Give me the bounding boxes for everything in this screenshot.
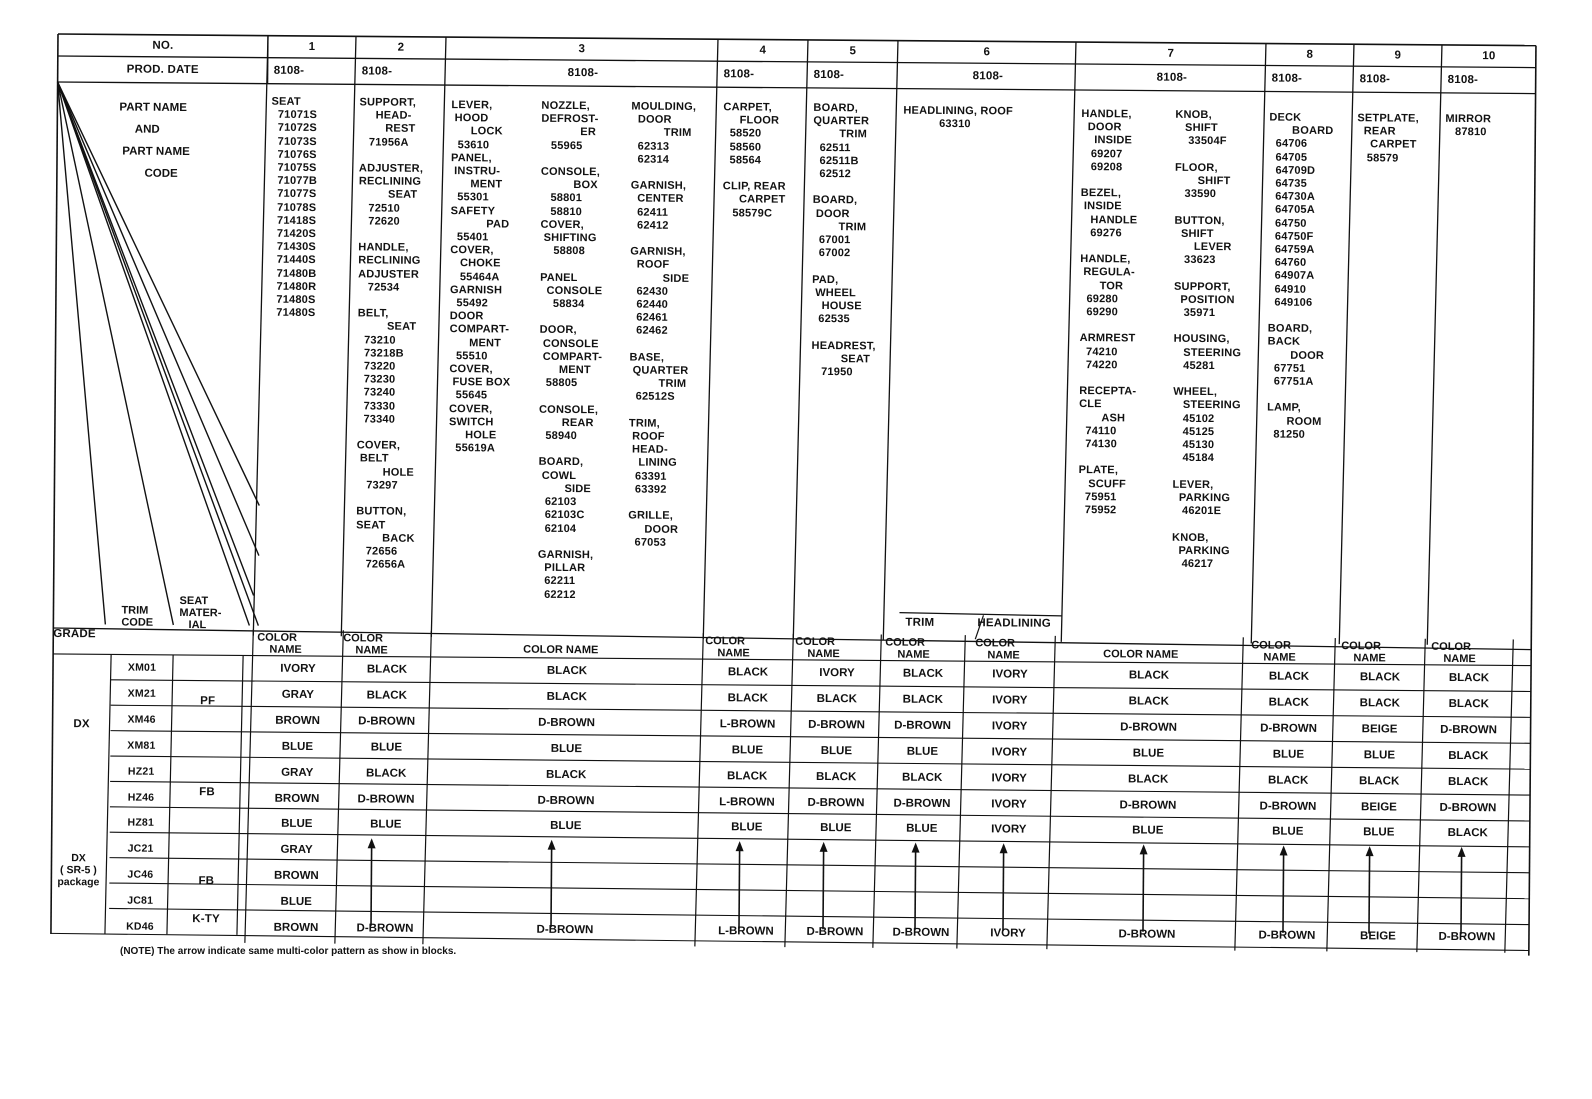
color-cell: BLACK: [1268, 774, 1309, 787]
col-no-7: 7: [1167, 47, 1175, 60]
color-cell: D-BROWN: [538, 716, 596, 730]
part-col-3c: MOULDING, DOOR TRIM 62313 62314 GARNISH, CENTER 62411 62412 GARNISH, ROOF SIDE 62430 62440 62461 62462 BASE, QUARTER TRIM 62512S TRIM, ROOF HEAD- LINING 63391 63392 GRILLE, DOOR 67053: [627, 100, 697, 549]
color-cell: D-BROWN: [808, 718, 866, 732]
color-cell: BLUE: [1363, 826, 1395, 839]
color-cell: BLACK: [902, 667, 944, 680]
color-cell: IVORY: [992, 668, 1028, 681]
up-arrow-icon: [1458, 847, 1466, 857]
part-col-1: SEAT 71071S 71072S 71073S 71076S 71075S 71077B 71077S 71078S 71418S 71420S 71430S 71440S 71480B 71480R 71480S 71480S: [269, 95, 318, 320]
color-cell: BLUE: [820, 744, 853, 757]
col-prod-date-3: 8108-: [567, 67, 599, 80]
color-cell: BEIGE: [1361, 800, 1397, 814]
seat-material-1: PF: [200, 694, 216, 707]
part-col-7a: HANDLE, DOOR INSIDE 69207 69208 BEZEL, INSIDE HANDLE 69276 HANDLE, REGULA- TOR 69280 69290 ARMREST 74210 74220 RECEPTA- CLE ASH 74110 74130 PLATE, SCUFF 75951 75952: [1078, 108, 1138, 517]
color-cell: BEIGE: [1361, 723, 1398, 736]
color-cell: BLACK: [1268, 696, 1309, 709]
color-cell: BLUE: [550, 820, 582, 833]
color-cell: BLACK: [366, 689, 407, 702]
color-cell: BLACK: [1359, 697, 1400, 710]
color-cell: L-BROWN: [719, 795, 775, 809]
color-cell: D-BROWN: [1119, 798, 1177, 812]
color-cell: BLACK: [546, 690, 587, 704]
grid-line: [873, 634, 881, 947]
part-col-2: SUPPORT, HEAD- REST 71956A ADJUSTER, RECLINING SEAT 72510 72620 HANDLE, RECLINING ADJUSTER 72534 BELT, SEAT 73210 73218B 73220 73230 73240 73330 73340 COVER, BELT HOLE 73297 BUTTON, SEAT BACK 72656 72656A: [355, 96, 424, 571]
color-cell: BLACK: [1128, 695, 1169, 708]
grid-line: [883, 41, 898, 641]
grid-line: [1427, 45, 1442, 645]
trim-code-JC81: JC81: [127, 894, 154, 907]
grid-line: [703, 39, 718, 639]
color-cell: IVORY: [991, 746, 1028, 759]
color-cell: L-BROWN: [719, 718, 776, 731]
part-col-6: HEADLINING, ROOF 63310: [903, 104, 1014, 131]
color-cell: BLUE: [1272, 825, 1304, 839]
seat-material-label: SEAT MATER- IAL: [179, 594, 222, 632]
trim-code-label: TRIM CODE: [121, 604, 154, 629]
grid-line: [1529, 46, 1536, 956]
color-cell: D-BROWN: [358, 715, 416, 728]
col-no-3: 3: [578, 43, 586, 56]
up-arrow-icon: [548, 840, 556, 850]
grid-line: [51, 34, 58, 934]
color-cell: D-BROWN: [1438, 930, 1496, 944]
color-cell: BLUE: [731, 821, 763, 834]
no-label: NO.: [152, 39, 174, 52]
up-arrow-icon: [368, 838, 376, 848]
color-cell: D-BROWN: [894, 719, 952, 732]
color-name-header-3: COLOR NAME: [523, 643, 599, 657]
trim-code-XM21: XM21: [127, 687, 156, 700]
color-cell: GRAY: [281, 766, 314, 779]
grid-line: [1047, 636, 1055, 949]
color-cell: BEIGE: [1360, 930, 1396, 943]
col-no-1: 1: [308, 40, 316, 54]
grid-line: [431, 37, 446, 637]
color-cell: D-BROWN: [537, 794, 595, 807]
color-cell: BROWN: [274, 792, 320, 805]
color-cell: BLUE: [906, 745, 939, 758]
color-cell: D-BROWN: [893, 797, 951, 810]
col-prod-date-8: 8108-: [1271, 72, 1303, 85]
grade-dx: DX: [73, 717, 90, 730]
col-prod-date-10: 8108-: [1447, 73, 1479, 87]
color-cell: D-BROWN: [1260, 722, 1318, 735]
col-no-9: 9: [1394, 49, 1402, 62]
grade-dx-sr5: DX ( SR-5 ) package: [57, 852, 100, 889]
col-prod-date-6: 8108-: [972, 70, 1004, 83]
color-cell: BLUE: [820, 822, 852, 835]
up-arrow-icon: [820, 842, 828, 852]
color-name-header-5: COLOR NAME: [795, 635, 840, 661]
color-name-header-4: COLOR NAME: [705, 635, 750, 660]
grid-line: [423, 631, 431, 944]
grid-line: [823, 844, 824, 929]
col-prod-date-4: 8108-: [723, 68, 755, 81]
color-cell: BLACK: [816, 770, 857, 783]
color-cell: D-BROWN: [806, 925, 864, 939]
color-cell: D-BROWN: [892, 926, 950, 940]
trim-code-HZ21: HZ21: [127, 765, 155, 778]
grid-line: [1235, 637, 1243, 950]
color-cell: BLACK: [1447, 827, 1488, 840]
color-name-header-10: COLOR NAME: [1341, 640, 1386, 665]
part-col-7b: KNOB, SHIFT 33504F FLOOR, SHIFT 33590 BUTTON, SHIFT LEVER 33623 SUPPORT, POSITION 35971 HOUSING, STEERING 45281 WHEEL, STEERING 45102 45125 45130 45184 LEVER, PARKING 46201E KNOB, PARKING 46217: [1171, 108, 1242, 570]
up-arrow-icon: [1366, 846, 1374, 856]
color-cell: BLACK: [1447, 775, 1489, 788]
grid-line: [1369, 848, 1370, 933]
color-cell: IVORY: [990, 927, 1026, 940]
color-cell: BLUE: [370, 818, 402, 832]
color-name-header-11: COLOR NAME: [1431, 640, 1476, 666]
color-cell: BLACK: [727, 666, 769, 679]
color-cell: IVORY: [991, 720, 1028, 733]
trim-code-JC46: JC46: [127, 868, 154, 881]
color-cell: BLACK: [1448, 749, 1489, 762]
color-cell: D-BROWN: [1258, 929, 1316, 942]
color-cell: BLUE: [550, 742, 583, 755]
grid-line: [899, 613, 1061, 616]
color-cell: BLACK: [366, 767, 407, 780]
trim-code-XM81: XM81: [127, 739, 156, 752]
trim-code-HZ46: HZ46: [127, 791, 155, 804]
col-prod-date-9: 8108-: [1359, 73, 1391, 86]
part-col-10: MIRROR 87810: [1445, 112, 1492, 139]
color-cell: BLACK: [546, 664, 588, 678]
trim-code-KD46: KD46: [126, 920, 154, 933]
color-cell: BLACK: [727, 692, 768, 705]
grid-line: [695, 633, 703, 946]
color-name-header-8: COLOR NAME: [1103, 648, 1179, 661]
color-cell: BLACK: [546, 768, 587, 781]
grid-line: [1505, 639, 1513, 952]
color-cell: D-BROWN: [1120, 721, 1178, 734]
grid-line: [1461, 849, 1462, 934]
grid-line: [551, 842, 552, 927]
grid-line: [1143, 846, 1144, 931]
color-cell: BLUE: [281, 818, 313, 831]
col-prod-date-2: 8108-: [361, 65, 393, 78]
color-cell: BLACK: [1128, 773, 1169, 786]
color-cell: L-BROWN: [718, 925, 774, 938]
seat-material-3: FB: [198, 875, 215, 888]
seat-material-4: K-TY: [192, 913, 220, 926]
up-arrow-icon: [1140, 844, 1148, 854]
color-name-header-2: COLOR NAME: [343, 632, 388, 657]
grid-line: [253, 36, 268, 636]
color-cell: BLACK: [816, 692, 857, 706]
color-cell: BLUE: [906, 823, 938, 836]
color-cell: BLACK: [902, 771, 943, 784]
grade-label: GRADE: [53, 627, 96, 641]
color-cell: BLACK: [1448, 671, 1490, 685]
color-cell: D-BROWN: [1440, 723, 1498, 737]
color-cell: BLACK: [727, 769, 768, 783]
color-cell: D-BROWN: [1118, 928, 1176, 941]
trim-code-XM46: XM46: [127, 713, 156, 726]
color-cell: BLACK: [1268, 670, 1310, 683]
grid-line: [371, 840, 372, 925]
color-cell: BLACK: [366, 663, 408, 676]
col-no-8: 8: [1306, 48, 1314, 61]
part-name-label: PART NAME AND PART NAME CODE: [118, 101, 190, 180]
col-prod-date-5: 8108-: [813, 68, 845, 82]
color-cell: IVORY: [991, 797, 1027, 811]
col-no-10: 10: [1482, 50, 1496, 63]
up-arrow-icon: [912, 843, 920, 853]
up-arrow-icon: [736, 841, 744, 851]
color-cell: BLUE: [280, 895, 312, 909]
color-cell: BLUE: [370, 741, 403, 754]
trim-code-XM01: XM01: [127, 661, 157, 674]
grid-line: [58, 82, 1536, 94]
color-chart-sheet: [51, 34, 1536, 971]
color-cell: IVORY: [819, 666, 855, 680]
grid-line: [1339, 44, 1354, 644]
footnote: (NOTE) The arrow indicate same multi-color pattern as show in blocks.: [120, 946, 457, 957]
color-cell: BLUE: [731, 744, 764, 757]
color-cell: BROWN: [273, 921, 319, 935]
prod-date-label: PROD. DATE: [126, 63, 199, 77]
color-cell: IVORY: [991, 771, 1027, 785]
part-col-4: CARPET, FLOOR 58520 58560 58564 CLIP, REAR CARPET 58579C: [722, 101, 786, 220]
color-cell: IVORY: [280, 662, 316, 676]
color-cell: BLACK: [1359, 671, 1401, 684]
color-cell: BROWN: [275, 714, 321, 727]
up-arrow-icon: [1280, 845, 1288, 855]
color-name-header-7: COLOR NAME: [975, 637, 1020, 662]
col-no-4: 4: [759, 44, 767, 57]
grid-line: [1417, 639, 1425, 952]
color-cell: BLACK: [1128, 669, 1170, 682]
grid-line: [1327, 638, 1335, 951]
color-cell: D-BROWN: [357, 792, 415, 806]
part-col-8: DECK BOARD 64706 64705 64709D 64735 64730A 64705A 64750 64750F 64759A 64760 64907A 64910 649106 BOARD, BACK DOOR 67751 67751A LAMP, ROOM 81250: [1266, 111, 1334, 441]
color-cell: D-BROWN: [536, 923, 594, 937]
grid-line: [739, 843, 740, 928]
color-cell: D-BROWN: [807, 796, 865, 809]
color-cell: BLUE: [1132, 824, 1164, 838]
up-arrow-icon: [1000, 843, 1008, 853]
color-name-header-6: COLOR NAME: [885, 636, 930, 661]
part-col-3b: NOZZLE, DEFROST- ER 55965 CONSOLE, BOX 58801 58810 COVER, SHIFTING 58808 PANEL CONSOLE 58834 DOOR, CONSOLE COMPART- MENT 58805 CONSOLE, REAR 58940 BOARD, COWL SIDE 62103 62103C 62104 GARNISH, PILLAR 62211 62212: [537, 99, 603, 601]
color-cell: GRAY: [280, 844, 313, 857]
color-cell: IVORY: [991, 823, 1027, 837]
color-cell: BLUE: [1132, 747, 1165, 760]
grid-line: [53, 82, 109, 624]
grid-line: [793, 40, 808, 640]
grid-line: [1283, 847, 1284, 932]
color-cell: BROWN: [273, 869, 319, 883]
trim-code-HZ81: HZ81: [127, 816, 155, 830]
grid-line: [1003, 845, 1004, 930]
headlining-label: HEADLINING: [977, 617, 1052, 630]
color-cell: BLUE: [1363, 748, 1396, 762]
trim-label: TRIM: [905, 616, 935, 629]
grid-line: [915, 845, 916, 930]
part-col-3a: LEVER, HOOD LOCK 53610 PANEL, INSTRU- MENT 55301 SAFETY PAD 55401 COVER, CHOKE 55464A GARNISH 55492 DOOR COMPART- MENT 55510 COVER, FUSE BOX 55645 COVER, SWITCH HOLE 55619A: [448, 99, 511, 455]
color-cell: BLUE: [1272, 748, 1305, 761]
seat-material-2: FB: [199, 786, 215, 799]
color-cell: D-BROWN: [1259, 799, 1317, 813]
trim-code-JC21: JC21: [127, 842, 154, 856]
grid-line: [1061, 42, 1076, 642]
part-col-5: BOARD, QUARTER TRIM 62511 62511B 62512 BOARD, DOOR TRIM 67001 67002 PAD, WHEEL HOUSE 62535 HEADREST, SEAT 71950: [811, 101, 876, 379]
col-prod-date-1: 8108-: [273, 64, 305, 77]
col-no-5: 5: [849, 45, 857, 58]
grid-line: [785, 634, 793, 947]
color-cell: D-BROWN: [1439, 801, 1497, 814]
col-prod-date-7: 8108-: [1156, 71, 1188, 84]
part-col-9: SETPLATE, REAR CARPET 58579: [1357, 112, 1419, 165]
grid-line: [957, 635, 965, 948]
color-cell: BLACK: [1359, 774, 1400, 788]
color-cell: BLACK: [1448, 697, 1489, 711]
color-cell: GRAY: [281, 688, 314, 701]
color-cell: D-BROWN: [356, 922, 414, 935]
color-name-header-1: COLOR NAME: [257, 631, 302, 656]
grid-line: [1251, 43, 1266, 643]
col-no-6: 6: [983, 46, 991, 59]
col-no-2: 2: [397, 41, 405, 54]
grid-line: [341, 36, 356, 636]
color-cell: BLACK: [902, 693, 943, 706]
color-cell: BLUE: [281, 740, 314, 753]
color-name-header-9: COLOR NAME: [1251, 639, 1296, 664]
color-cell: IVORY: [992, 694, 1028, 707]
